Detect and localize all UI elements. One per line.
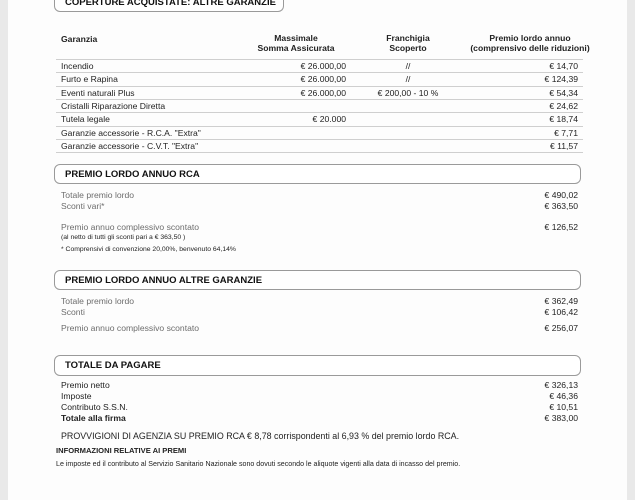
- garanzia-cell: Cristalli Riparazione Diretta: [61, 101, 166, 111]
- altre-section-title: [54, 270, 581, 290]
- coperture-title: COPERTURE ACQUISTATE: ALTRE GARANZIE: [65, 0, 276, 8]
- table-row-divider: [56, 99, 583, 100]
- totale-row-value: € 326,13: [544, 380, 578, 390]
- rca-complessivo-label: Premio annuo complessivo scontato: [61, 222, 200, 232]
- garanzia-cell: Tutela legale: [61, 114, 110, 124]
- rca-totale-label: Totale premio lordo: [61, 190, 135, 200]
- col-header-massimale-line1: Massimale: [274, 33, 318, 43]
- table-row-divider: [56, 126, 583, 127]
- altre-title: PREMIO LORDO ANNUO ALTRE GARANZIE: [65, 274, 263, 286]
- franchigia-cell: //: [405, 61, 411, 71]
- info-text: Le imposte ed il contributo al Servizio Sanitario Nazionale sono dovuti secondo le aliquote vigenti alla data di incasso del premio.: [56, 460, 461, 468]
- rca-totale-value: € 490,02: [544, 190, 578, 200]
- massimale-cell: € 26.000,00: [300, 74, 346, 84]
- altre-sconti-label: Sconti: [61, 307, 85, 317]
- massimale-cell: € 26.000,00: [300, 88, 346, 98]
- franchigia-cell: € 200,00 - 10 %: [377, 88, 439, 98]
- massimale-cell: € 26.000,00: [300, 61, 346, 71]
- totale-row-value: € 10,51: [549, 402, 578, 412]
- rca-complessivo-value: € 126,52: [544, 222, 578, 232]
- totale-row-label: Totale alla firma: [61, 413, 126, 423]
- table-row-divider: [56, 72, 583, 73]
- altre-totale-label: Totale premio lordo: [61, 296, 135, 306]
- premio-cell: € 124,39: [544, 74, 578, 84]
- totale-row-label: Imposte: [61, 391, 92, 401]
- col-header-premio: [470, 33, 590, 53]
- rca-sconti-label: Sconti vari*: [61, 201, 105, 211]
- col-header-garanzia: Garanzia: [61, 34, 98, 44]
- premio-cell: € 18,74: [549, 114, 578, 124]
- table-row-divider: [56, 59, 583, 60]
- table-row-divider: [56, 86, 583, 87]
- altre-sconti-value: € 106,42: [544, 307, 578, 317]
- altre-complessivo-label: Premio annuo complessivo scontato: [61, 323, 200, 333]
- col-header-massimale-line2: Somma Assicurata: [257, 43, 335, 53]
- table-row-divider: [56, 112, 583, 113]
- rca-sconti-value: € 363,50: [544, 201, 578, 211]
- totale-row-value: € 383,00: [544, 413, 578, 423]
- premio-cell: € 11,57: [549, 141, 578, 151]
- rca-footnote: * Comprensivi di convenzione 20,00%, benvenuto 64,14%: [61, 246, 236, 253]
- premio-cell: € 54,34: [549, 88, 578, 98]
- col-header-premio-line2: (comprensivo delle riduzioni): [470, 43, 590, 53]
- massimale-cell: € 20.000: [312, 114, 346, 124]
- col-header-premio-line1: Premio lordo annuo: [489, 33, 571, 43]
- rca-netto-note: (al netto di tutti gli sconti pari a € 363,50 ): [61, 234, 186, 241]
- garanzia-cell: Garanzie accessorie - R.C.A. "Extra": [61, 128, 201, 138]
- altre-complessivo-value: € 256,07: [544, 323, 578, 333]
- col-header-franchigia: [358, 33, 458, 53]
- totale-row-label: Contributo S.S.N.: [61, 402, 128, 412]
- premio-cell: € 14,70: [549, 61, 578, 71]
- totale-section-title: [54, 355, 581, 376]
- provvigioni-text: PROVVIGIONI DI AGENZIA SU PREMIO RCA € 8,78 corrispondenti al 6,93 % del premio lordo RCA.: [61, 431, 460, 441]
- document-page: [8, 0, 627, 500]
- table-bottom-divider: [56, 152, 583, 153]
- totale-row-value: € 46,36: [549, 391, 578, 401]
- rca-section-title: [54, 164, 581, 184]
- premio-cell: € 7,71: [554, 128, 578, 138]
- info-title: INFORMAZIONI RELATIVE AI PREMI: [56, 446, 187, 455]
- col-header-franchigia-line1: Franchigia: [386, 33, 430, 43]
- premio-cell: € 24,62: [549, 101, 578, 111]
- garanzia-cell: Incendio: [61, 61, 94, 71]
- garanzia-cell: Eventi naturali Plus: [61, 88, 135, 98]
- garanzia-cell: Furto e Rapina: [61, 74, 118, 84]
- rca-title: PREMIO LORDO ANNUO RCA: [65, 168, 200, 180]
- col-header-franchigia-line2: Scoperto: [389, 43, 427, 53]
- totale-title: TOTALE DA PAGARE: [65, 360, 161, 371]
- table-row-divider: [56, 139, 583, 140]
- col-header-massimale: [236, 33, 356, 53]
- coperture-section-title: [54, 0, 284, 12]
- garanzia-cell: Garanzie accessorie - C.V.T. "Extra": [61, 141, 199, 151]
- franchigia-cell: //: [405, 74, 411, 84]
- altre-totale-value: € 362,49: [544, 296, 578, 306]
- totale-row-label: Premio netto: [61, 380, 110, 390]
